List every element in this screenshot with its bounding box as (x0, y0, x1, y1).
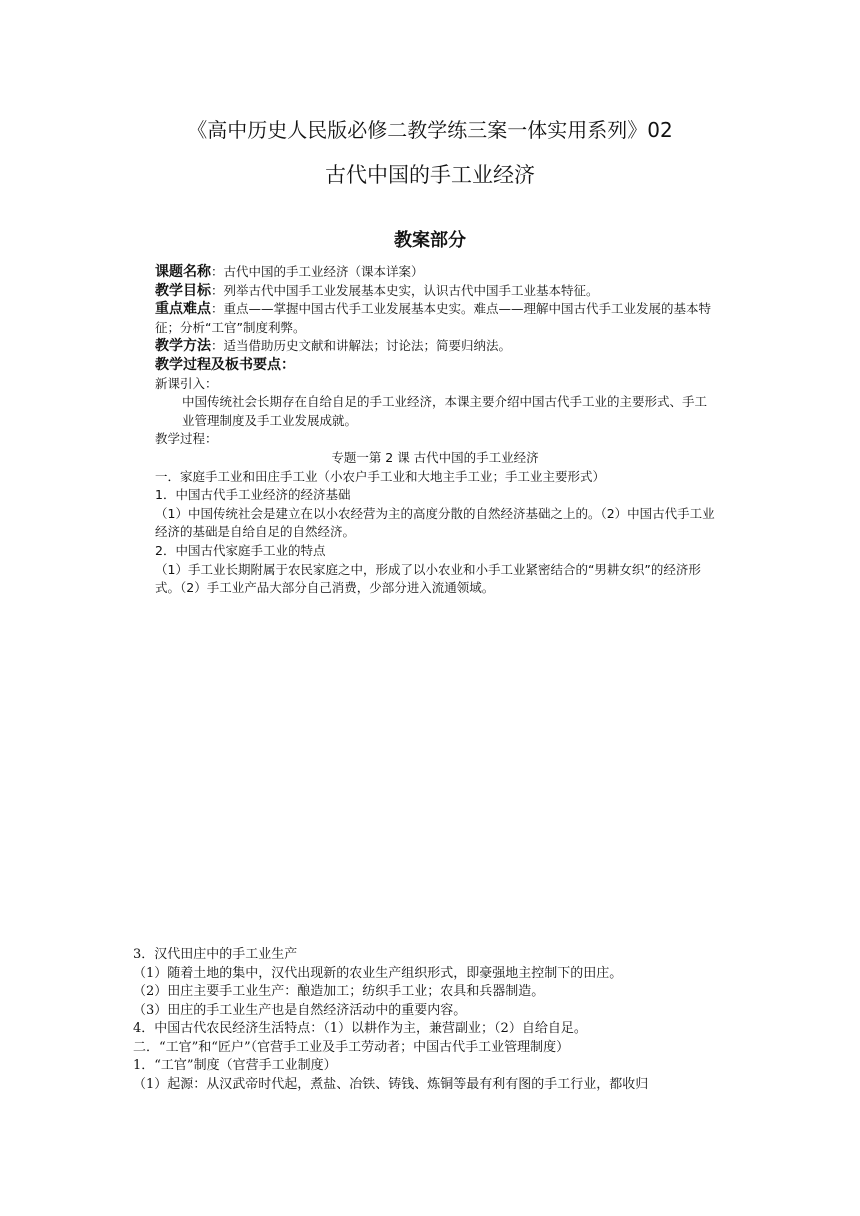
subsection-1-title: 1．中国古代手工业经济的经济基础 (155, 487, 351, 503)
lesson-plan-block (155, 263, 715, 598)
continued-text-block (133, 946, 753, 1094)
process-colon: ： (281, 356, 295, 373)
key-line (155, 300, 715, 337)
series-title: 《高中历史人民版必修二教学练三案一体实用系列》02 (187, 118, 673, 142)
topic-line (155, 263, 715, 282)
subsection-2-title: 2．中国古代家庭手工业的特点 (155, 542, 326, 558)
key-label: 重点难点 (155, 301, 211, 318)
key-value: ：重点——掌握中国古代手工业发展基本史实。难点——理解中国古代手工业发展的基本特征；分析“工官”制度利弊。 (155, 301, 712, 335)
section-one-title: 一．家庭手工业和田庄手工业（小农户手工业和大地主手工业；手工业主要形式） (155, 468, 606, 484)
text-line: （1）随着土地的集中，汉代出现新的农业生产组织形式，即豪强地主控制下的田庄。 (133, 965, 623, 981)
text-line: （2）田庄主要手工业生产：酿造加工；纺织手工业；农具和兵器制造。 (133, 984, 545, 999)
intro-text: 中国传统社会长期存在自给自足的手工业经济，本课主要介绍中国古代手工业的主要形式、手工业管理制度及手工业发展成就。 (182, 394, 708, 428)
lesson-title: 古代中国的手工业经济 (325, 163, 535, 187)
section-title: 教案部分 (394, 230, 466, 251)
method-label: 教学方法 (155, 338, 211, 355)
method-line (155, 337, 715, 356)
subsection-2-text: （1）手工业长期附属于农民家庭之中，形成了以小农业和小手工业紧密结合的“男耕女织”的经济形式。（2）手工业产品大部分自己消费，少部分进入流通领域。 (155, 561, 701, 596)
text-line: （3）田庄的手工业生产也是自然经济活动中的重要内容。 (133, 1002, 467, 1018)
topic-value: ：古代中国的手工业经济（课本详案） (211, 264, 424, 279)
process-label: 教学过程及板书要点 (155, 356, 281, 373)
text-line: （1）起源：从汉武帝时代起，煮盐、冶铁、铸钱、炼铜等最有利有图的手工行业，都收归 (133, 1076, 649, 1092)
subsection-1-text: （1）中国传统社会是建立在以小农经营为主的高度分散的自然经济基础之上的。（2）中国古代手工业经济的基础是自给自足的自然经济。 (155, 505, 715, 540)
text-line: 3．汉代田庄中的手工业生产 (133, 947, 298, 962)
goal-label: 教学目标 (155, 282, 211, 299)
text-line: 4．中国古代农民经济生活特点：（1）以耕作为主，兼营副业；（2）自给自足。 (133, 1021, 587, 1036)
topic-label: 课题名称 (155, 264, 211, 280)
goal-line (155, 282, 715, 301)
intro-label: 新课引入： (155, 375, 218, 391)
process-line (155, 356, 715, 375)
text-line: 二．“工官”和“匠户”（官营手工业及手工劳动者；中国古代手工业管理制度） (133, 1039, 570, 1055)
lesson-heading: 专题一第 2 课 古代中国的手工业经济 (331, 449, 539, 465)
method-value: ：适当借助历史文献和讲解法；讨论法；简要归纳法。 (211, 338, 512, 354)
process-sub-label: 教学过程： (155, 431, 218, 447)
goal-value: ：列举古代中国手工业发展基本史实，认识古代中国手工业基本特征。 (211, 282, 599, 298)
text-line: 1．“工官”制度（官营手工业制度） (133, 1058, 337, 1073)
